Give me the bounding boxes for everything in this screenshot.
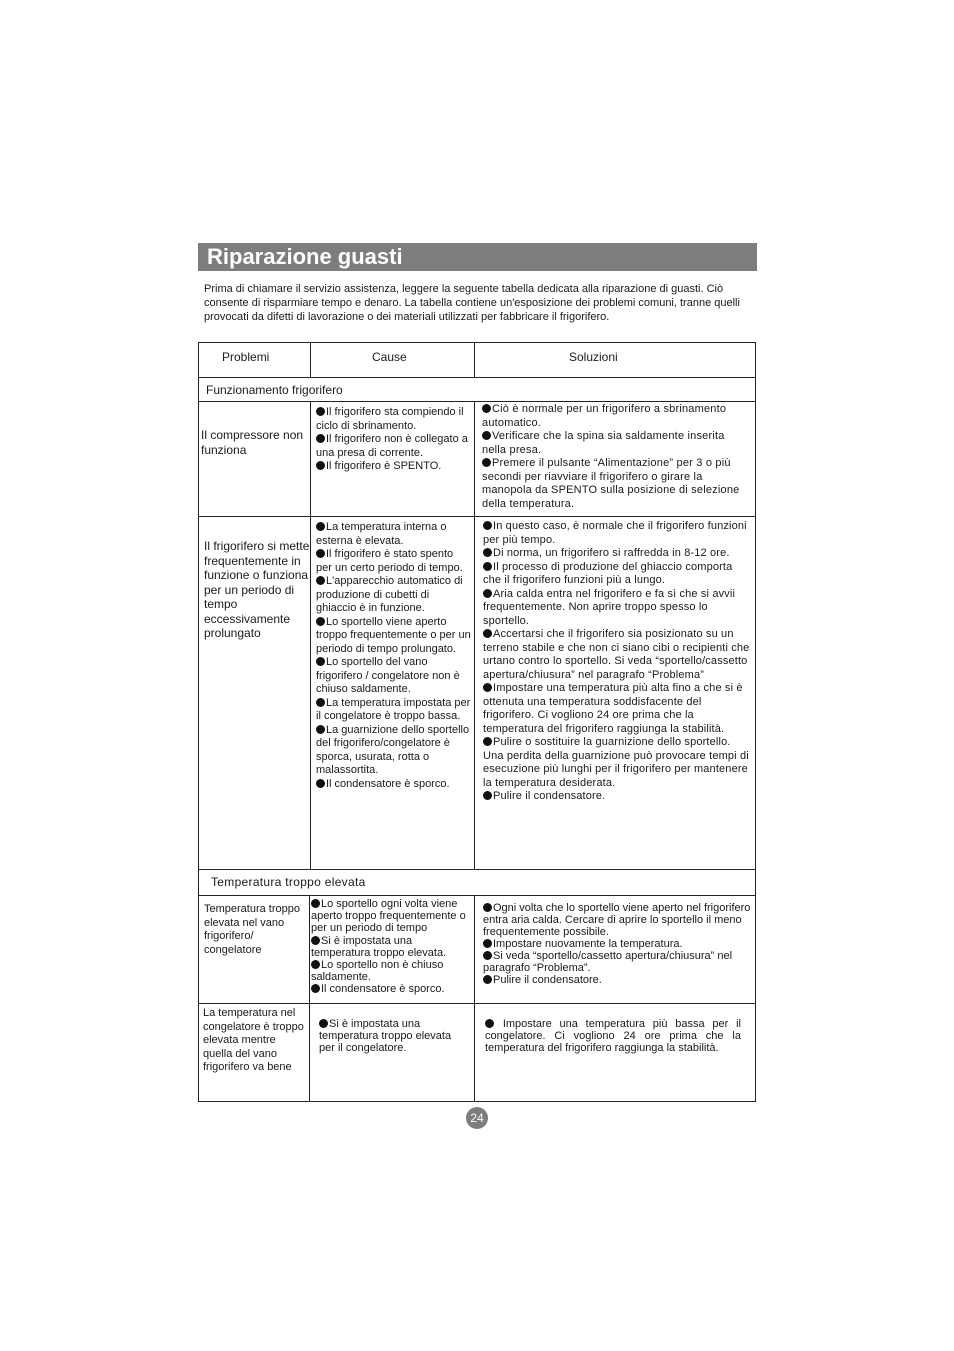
table-border-top xyxy=(198,342,756,343)
bullet-icon xyxy=(316,434,325,443)
bullet-icon xyxy=(482,431,491,440)
bullet-icon xyxy=(316,657,325,666)
bullet-icon xyxy=(482,458,491,467)
bullet-icon xyxy=(316,549,325,558)
table-rule xyxy=(198,516,756,517)
bullet-icon xyxy=(483,521,492,530)
problem-cell: Il compressore non funziona xyxy=(201,428,304,457)
cause-item: La temperatura impostata per il congelatore è troppo bassa. xyxy=(316,696,471,722)
table-border-bottom xyxy=(198,1101,756,1102)
bullet-icon xyxy=(482,404,491,413)
solution-item: Aria calda entra nel frigorifero e fa sì che si avvii frequentemente. Non aprire troppo spesso lo sportello. xyxy=(483,587,736,627)
solution-item: Di norma, un frigorifero si raffredda in 8-12 ore. xyxy=(483,547,753,561)
solution-item: Impostare nuovamente la temperatura. xyxy=(483,938,753,950)
bullet-icon xyxy=(316,461,325,470)
table-col-rule xyxy=(474,342,475,378)
page-number: 24 xyxy=(466,1107,488,1129)
solution-item: In questo caso, è normale che il frigorifero funzioni per più tempo. xyxy=(483,520,747,546)
header-solutions: Soluzioni xyxy=(569,350,618,364)
solution-item: Ogni volta che lo sportello viene aperto nel frigorifero entra aria calda. Cercare di aprire lo sportello il meno frequentemente possibile. xyxy=(483,902,751,938)
solution-item: Pulire il condensatore. xyxy=(483,790,753,804)
header-causes: Cause xyxy=(372,350,407,364)
bullet-icon xyxy=(485,1019,494,1028)
table-rule xyxy=(198,377,756,378)
causes-cell xyxy=(316,521,472,791)
bullet-icon xyxy=(483,939,492,948)
solution-item: Accertarsi che il frigorifero sia posizionato su un terreno stabile e che non ci siano cibi o recipienti che urtano contro lo sportello. Si veda “sportello/cassetto apertura/chiusura” nel paragrafo “Problema” xyxy=(483,628,750,681)
bullet-icon xyxy=(483,562,492,571)
table-border-right xyxy=(755,342,756,1102)
bullet-icon xyxy=(316,725,325,734)
solution-item: Il processo di produzione del ghiaccio comporta che il frigorifero funzioni più a lungo. xyxy=(483,560,733,586)
table-rule xyxy=(198,895,756,896)
bullet-icon xyxy=(311,960,320,969)
bullet-icon xyxy=(316,698,325,707)
solution-item: Pulire il condensatore. xyxy=(483,974,753,986)
problem-cell: La temperatura nel congelatore è troppo elevata mentre quella del vano frigorifero va bene xyxy=(203,1007,304,1073)
causes-cell xyxy=(311,898,473,996)
bullet-icon xyxy=(483,589,492,598)
causes-cell xyxy=(316,406,472,474)
cause-item: La guarnizione dello sportello del frigorifero/congelatore è sporca, usurata, rotta o malassortita. xyxy=(316,723,470,776)
cause-item: Lo sportello ogni volta viene aperto troppo frequentemente o per un periodo di tempo xyxy=(311,898,466,935)
cause-item: Il frigorifero sta compiendo il ciclo di sbrinamento. xyxy=(316,406,464,432)
cause-item: L'apparecchio automatico di produzione di cubetti di ghiaccio è in funzione. xyxy=(316,575,463,614)
table-rule xyxy=(198,401,756,402)
bullet-icon xyxy=(483,975,492,984)
cause-item: Lo sportello del vano frigorifero / congelatore non è chiuso saldamente. xyxy=(316,656,460,695)
bullet-icon xyxy=(316,576,325,585)
table-rule xyxy=(198,1003,756,1004)
bullet-icon xyxy=(311,984,320,993)
bullet-icon xyxy=(483,951,492,960)
bullet-icon xyxy=(483,629,492,638)
cause-item: Il frigorifero non è collegato a una presa di corrente. xyxy=(316,433,468,459)
solution-item: Impostare una temperatura più alta fino a che si è ottenuta una temperatura soddisfacente del frigorifero. Ci vogliono 24 ore prima che la temperatura del frigorifero raggiunga la stabilità. xyxy=(483,682,743,735)
bullet-icon xyxy=(483,548,492,557)
section-title: Funzionamento frigorifero xyxy=(206,383,343,397)
solution-item: Impostare una temperatura più bassa per il congelatore. Ci vogliono 24 ore prima che la temperatura del frigorifero raggiunga la stabilità. xyxy=(485,1018,741,1054)
bullet-icon xyxy=(483,737,492,746)
cause-item: Lo sportello non è chiuso saldamente. xyxy=(311,959,444,984)
solutions-cell xyxy=(485,1018,741,1054)
bullet-icon xyxy=(319,1019,328,1028)
table-col-rule xyxy=(310,342,311,378)
bullet-icon xyxy=(483,683,492,692)
table-border-left xyxy=(198,342,199,1102)
cause-item: Si è impostata una temperatura troppo elevata. xyxy=(311,934,447,959)
causes-cell xyxy=(319,1018,469,1054)
solutions-cell xyxy=(482,403,752,511)
page-title: Riparazione guasti xyxy=(198,243,757,271)
bullet-icon xyxy=(316,779,325,788)
bullet-icon xyxy=(316,407,325,416)
bullet-icon xyxy=(311,899,320,908)
table-col-rule xyxy=(474,895,475,1102)
solutions-cell xyxy=(483,902,753,986)
problem-cell: Il frigorifero si mette frequentemente in funzione o funziona per un periodo di tempo eccessivamente prolungato xyxy=(204,539,310,640)
solution-item: Pulire o sostituire la guarnizione dello sportello. Una perdita della guarnizione può provocare tempi di esecuzione più lunghi per il frigorifero per mantenere la temperatura desiderata. xyxy=(483,736,749,789)
bullet-icon xyxy=(316,522,325,531)
section-title: Temperatura troppo elevata xyxy=(211,875,366,889)
problem-cell: Temperatura troppo elevata nel vano frigorifero/ congelatore xyxy=(204,903,300,956)
intro-paragraph: Prima di chiamare il servizio assistenza, leggere la seguente tabella dedicata alla riparazione di guasti. Ciò consente di risparmiare tempo e denaro. La tabella contiene un'esposizione dei problemi comuni, tranne quelli provocati da difetti di lavorazione o dei materiali utilizzati per fabbricare il frigorifero. xyxy=(204,283,740,323)
solution-item: Si veda “sportello/cassetto apertura/chiusura” nel paragrafo “Problema”. xyxy=(483,950,733,974)
table-rule xyxy=(198,869,756,870)
cause-item: La temperatura interna o esterna è elevata. xyxy=(316,521,447,547)
solution-item: Verificare che la spina sia saldamente inserita nella presa. xyxy=(482,430,725,456)
solution-item: Premere il pulsante “Alimentazione” per 3 o più secondi per riavviare il frigorifero o girare la manopola da SPENTO sulla posizione di selezione della temperatura. xyxy=(482,457,740,510)
bullet-icon xyxy=(316,617,325,626)
cause-item: Lo sportello viene aperto troppo frequentemente o per un periodo di tempo prolungato. xyxy=(316,615,471,655)
bullet-icon xyxy=(483,791,492,800)
cause-item: Il condensatore è sporco. xyxy=(311,983,473,995)
table-col-rule xyxy=(310,401,311,870)
solution-item: Ciò è normale per un frigorifero a sbrinamento automatico. xyxy=(482,403,727,429)
table-col-rule xyxy=(474,401,475,870)
solutions-cell xyxy=(483,520,753,804)
cause-item: Il condensatore è sporco. xyxy=(316,778,472,792)
bullet-icon xyxy=(483,903,492,912)
header-problems: Problemi xyxy=(222,350,270,364)
cause-item: Il frigorifero è SPENTO. xyxy=(316,460,472,474)
bullet-icon xyxy=(311,936,320,945)
table-col-rule xyxy=(309,895,310,1102)
cause-item: Il frigorifero è stato spento per un certo periodo di tempo. xyxy=(316,548,463,574)
cause-item: Si è impostata una temperatura troppo elevata per il congelatore. xyxy=(319,1018,452,1054)
